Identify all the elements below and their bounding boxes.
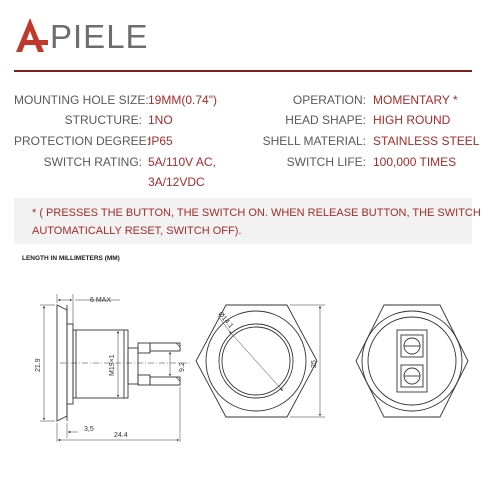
spec-value-protection: IP65	[148, 134, 173, 148]
spec-label-mounting-hole: MOUNTING HOLE SIZE:	[14, 93, 149, 107]
brand-name: PIELE	[50, 18, 149, 55]
dim-height: 21.9	[35, 358, 42, 372]
front-view	[196, 305, 317, 417]
spec-value-structure: 1NO	[148, 113, 173, 127]
operation-note-box	[14, 198, 472, 244]
dim-thread: M19×1	[109, 354, 116, 376]
spec-label-structure: STRUCTURE:	[64, 113, 142, 127]
dim-terminal: 9.2	[179, 362, 186, 372]
dim-length: 24.4	[114, 432, 128, 439]
spec-label-operation: OPERATION:	[292, 93, 366, 107]
spec-label-shell: SHELL MATERIAL:	[262, 134, 366, 148]
spec-value-shell: STAINLESS STEEL	[373, 134, 480, 148]
spec-label-head-shape: HEAD SHAPE:	[285, 113, 366, 127]
rear-view	[356, 305, 468, 417]
front-view-dimension-lines	[218, 305, 325, 417]
dim-max-head: 6 MAX	[90, 297, 112, 304]
spec-label-rating: SWITCH RATING:	[43, 155, 142, 169]
apiele-logo-a-icon	[14, 14, 50, 54]
dim-diameter: Ø14.1	[216, 310, 235, 330]
spec-value-mounting-hole: 19MM(0.74")	[148, 93, 217, 107]
drawing-caption: LENGTH IN MILLIMETERS (MM)	[22, 255, 120, 262]
spec-value-life: 100,000 TIMES	[373, 155, 457, 169]
spec-value-operation: MOMENTARY *	[373, 93, 458, 107]
technical-drawing	[0, 280, 488, 460]
spec-label-life: SWITCH LIFE:	[286, 155, 366, 169]
operation-note-line2: AUTOMATICALLY RESET, SWITCH OFF).	[32, 225, 242, 237]
spec-value-rating-dc: 3A/12VDC	[148, 175, 205, 189]
spec-value-rating: 5A/110V AC,	[148, 155, 216, 169]
spec-label-protection: PROTECTION DEGREE:	[14, 134, 151, 148]
spec-value-head-shape: HIGH ROUND	[373, 113, 451, 127]
dim-width: 25	[311, 360, 318, 368]
dim-head-thickness: 3,5	[84, 426, 94, 433]
top-rule	[14, 70, 472, 72]
operation-note-line1: * ( PRESSES THE BUTTON, THE SWITCH ON. WHEN RELEASE BUTTON, THE SWITCH	[32, 207, 481, 219]
